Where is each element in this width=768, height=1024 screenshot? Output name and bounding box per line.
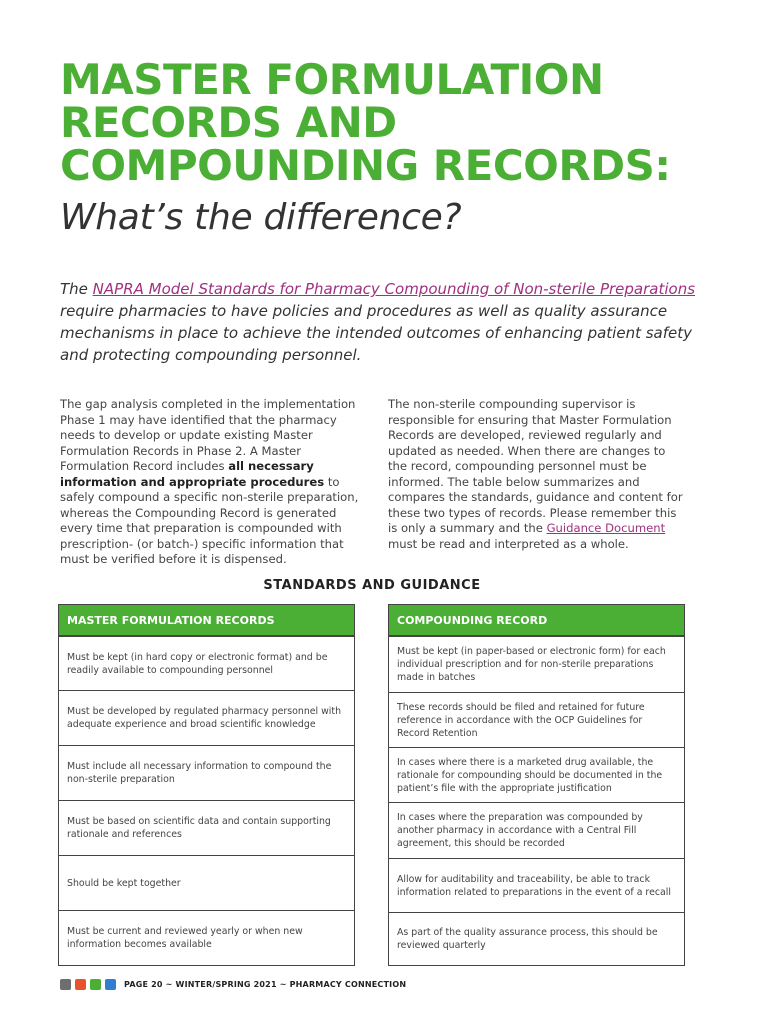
title-line-3: COMPOUNDING RECORDS: bbox=[60, 141, 671, 190]
title-line-1: MASTER FORMULATION bbox=[60, 55, 604, 104]
compounding-table-row: As part of the quality assurance process, this should be reviewed quarterly bbox=[389, 912, 684, 965]
compounding-table-row: Allow for auditability and traceability, be able to track information related to preparations in the event of a recall bbox=[389, 858, 684, 912]
section-heading: STANDARDS AND GUIDANCE bbox=[263, 578, 481, 593]
right-text-part1: The non-sterile compounding supervisor is responsible for ensuring that Master Formulation Records are developed, reviewed regularly and updated as needed. When there are changes to the record, compounding personnel must be informed. The table below summarizes and compares the standards, guidance and content for these two types of records. Please remember this is only a summary and the bbox=[388, 397, 683, 535]
page-footer bbox=[60, 979, 406, 990]
master-table-row: Must be developed by regulated pharmacy personnel with adequate experience and broad scientific knowledge bbox=[59, 690, 354, 745]
intro-suffix: require pharmacies to have policies and procedures as well as quality assurance mechanisms in place to achieve the intended outcomes of enhancing patient safety and protecting compounding personnel. bbox=[60, 302, 693, 364]
footer-square-green bbox=[90, 979, 101, 990]
intro-paragraph bbox=[60, 278, 710, 366]
left-text-part1: The gap analysis completed in the implementation Phase 1 may have identified that the pharmacy needs to develop or update existing Master Formulation Records in Phase 2. A Master Formulation Record includes bbox=[60, 397, 356, 473]
right-body-column bbox=[388, 397, 688, 552]
footer-square-blue bbox=[105, 979, 116, 990]
napra-standards-link[interactable]: NAPRA Model Standards for Pharmacy Compounding of Non-sterile Preparations bbox=[92, 280, 696, 298]
intro-prefix: The bbox=[60, 280, 93, 298]
footer-square-gray bbox=[60, 979, 71, 990]
left-text-part2: to safely compound a specific non-sterile preparation, whereas the Compounding Record is generated every time that preparation is compounded with prescription- (or batch-) specific information that must be verified before it is dispensed. bbox=[60, 474, 359, 566]
title-line-2: RECORDS AND bbox=[60, 98, 397, 147]
compounding-table-header: COMPOUNDING RECORD bbox=[389, 605, 684, 636]
left-body-column bbox=[60, 397, 360, 568]
master-table-header: MASTER FORMULATION RECORDS bbox=[59, 605, 354, 636]
master-table-row: Must be based on scientific data and contain supporting rationale and references bbox=[59, 800, 354, 855]
footer-square-orange bbox=[75, 979, 86, 990]
master-table-row: Must include all necessary information to compound the non-sterile preparation bbox=[59, 745, 354, 800]
compounding-table-row: Must be kept (in paper-based or electronic form) for each individual prescription and for non-sterile preparations made in batches bbox=[389, 636, 684, 692]
page-subtitle: What’s the difference? bbox=[60, 197, 462, 238]
compounding-table-row: These records should be filed and retained for future reference in accordance with the OCP Guidelines for Record Retention bbox=[389, 692, 684, 747]
page-title bbox=[60, 55, 740, 190]
master-table-row: Should be kept together bbox=[59, 855, 354, 910]
footer-text: PAGE 20 ~ WINTER/SPRING 2021 ~ PHARMACY CONNECTION bbox=[124, 980, 407, 989]
master-table-row: Must be kept (in hard copy or electronic format) and be readily available to compounding personnel bbox=[59, 636, 354, 690]
master-table-row: Must be current and reviewed yearly or when new information becomes available bbox=[59, 910, 354, 965]
compounding-table-row: In cases where the preparation was compounded by another pharmacy in accordance with a Central Fill agreement, this should be recorded bbox=[389, 802, 684, 858]
right-text-part2: must be read and interpreted as a whole. bbox=[388, 536, 629, 551]
left-text-bold: all necessary information and appropriate procedures bbox=[60, 459, 325, 489]
compounding-table-row: In cases where there is a marketed drug available, the rationale for compounding should be documented in the patient’s file with the appropriate justification bbox=[389, 747, 684, 802]
guidance-document-link[interactable]: Guidance Document bbox=[546, 521, 666, 535]
compounding-record-table bbox=[388, 604, 685, 966]
master-formulation-table bbox=[58, 604, 355, 966]
